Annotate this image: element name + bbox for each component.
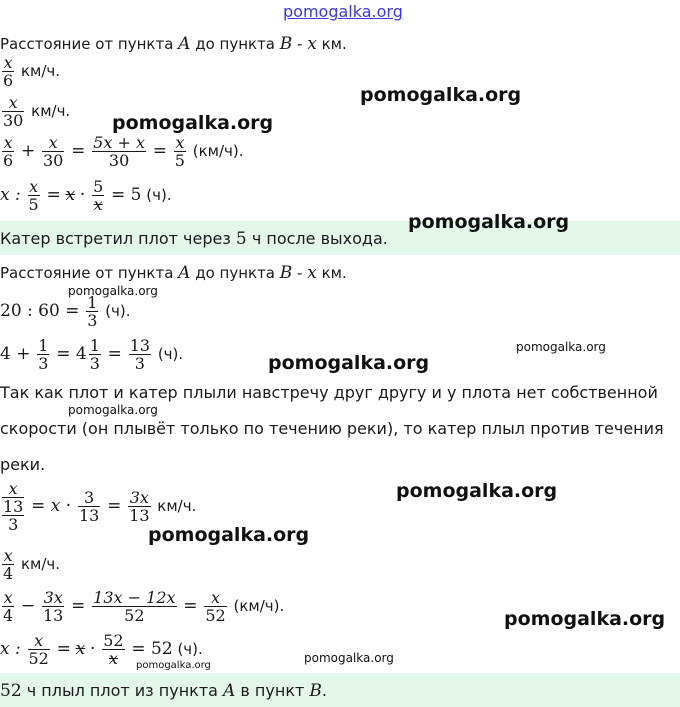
fraction: $\frac{x}{6}$ xyxy=(3,133,14,170)
operator: · xyxy=(90,639,96,659)
text: км. xyxy=(316,264,347,282)
text: - xyxy=(292,264,308,282)
total-time xyxy=(0,337,183,372)
operator: = xyxy=(183,596,198,616)
cancelled-x: x xyxy=(65,185,76,205)
text: ч плыл плот из пункта xyxy=(21,681,224,700)
var-x: x xyxy=(307,263,317,283)
fraction: $\frac{5x + x}{30}$ xyxy=(93,133,145,170)
var-b: B xyxy=(279,34,293,54)
text: Катер встретил плот через xyxy=(0,229,236,248)
expr: x : xyxy=(0,639,21,659)
var-b: B xyxy=(279,263,293,283)
paragraph-line-3: реки. xyxy=(0,455,46,474)
distance-statement-2 xyxy=(0,263,347,283)
operator: = xyxy=(46,185,61,205)
fraction: $\frac{x}{6}$ xyxy=(3,53,14,90)
operator: = xyxy=(107,344,122,364)
fraction: $\frac{1}{3}$ xyxy=(89,336,100,373)
time-conversion xyxy=(0,294,131,329)
watermark: pomogalka.org xyxy=(304,651,394,665)
number: 5 xyxy=(235,229,247,249)
fraction: $\frac{x}{30}$ xyxy=(43,133,64,170)
operator: + xyxy=(20,141,36,161)
operator: = xyxy=(71,141,86,161)
distance-statement-1 xyxy=(0,34,347,54)
expr: = 4 xyxy=(56,344,87,364)
text: - xyxy=(292,35,308,53)
unit: (ч). xyxy=(157,345,184,363)
number: 52 xyxy=(0,681,22,701)
unit: км/ч. xyxy=(20,555,61,573)
answer-2 xyxy=(0,681,327,701)
text: ч после выхода. xyxy=(246,229,388,248)
operator: · xyxy=(79,185,86,205)
expr: = x · xyxy=(31,496,72,516)
complex-fraction: x 13 3 xyxy=(3,479,24,534)
expr: x : xyxy=(0,185,21,205)
operator: = xyxy=(107,496,122,516)
paragraph-line-2: скорости (он плывёт только по течению реки), то катер плыл против течения xyxy=(0,419,664,438)
watermark: pomogalka.org xyxy=(68,284,158,298)
var-b: B xyxy=(309,681,322,701)
fraction: $\frac{x}{52}$ xyxy=(28,631,49,668)
speed-raft-1 xyxy=(0,54,60,89)
unit: км/ч. xyxy=(20,62,61,80)
unit: (ч). xyxy=(146,186,172,204)
fraction: $\frac{x}{4}$ xyxy=(3,588,14,625)
fraction: $\frac{1}{3}$ xyxy=(87,293,98,330)
watermark: pomogalka.org xyxy=(148,524,310,546)
var-x: x xyxy=(307,34,317,54)
watermark: pomogalka.org xyxy=(68,403,158,417)
operator: = xyxy=(71,596,86,616)
fraction: $\frac{3x}{13}$ xyxy=(129,488,150,525)
expr: 4 + xyxy=(0,344,31,364)
cancelled-x: x xyxy=(75,639,86,659)
fraction: $\frac{3}{13}$ xyxy=(78,488,100,525)
fraction: $\frac{x}{5}$ xyxy=(174,133,185,170)
result: = 52 xyxy=(131,639,173,659)
text: до пункта xyxy=(190,264,280,282)
text: км. xyxy=(316,35,347,53)
text: в пункт xyxy=(235,681,310,700)
watermark: pomogalka.org xyxy=(112,112,274,134)
boat-own-speed xyxy=(0,547,60,582)
unit: (ч). xyxy=(105,302,131,320)
operator: = xyxy=(152,141,168,161)
time-equation-1 xyxy=(0,178,172,213)
unit: (ч). xyxy=(177,640,203,658)
var-a: A xyxy=(223,681,236,701)
fraction: $\frac{x}{52}$ xyxy=(205,588,226,625)
unit: (км/ч). xyxy=(233,597,285,615)
fraction: $\frac{1}{3}$ xyxy=(38,336,49,373)
operator: = xyxy=(56,639,71,659)
watermark: pomogalka.org xyxy=(516,340,606,354)
fraction: $\frac{x}{4}$ xyxy=(3,546,14,583)
fraction: $\frac{3x}{13}$ xyxy=(43,588,64,625)
diff-equation xyxy=(0,589,284,624)
watermark: pomogalka.org xyxy=(360,84,522,106)
unit: км/ч. xyxy=(157,497,197,515)
fraction: $\frac{52}{x}$ xyxy=(103,631,124,668)
operator: − xyxy=(20,596,36,616)
fraction: $\frac{5}{x}$ xyxy=(93,177,104,214)
paragraph-line-1: Так как плот и катер плыли навстречу друг другу и у плота нет собственной xyxy=(0,383,658,402)
fraction: $\frac{x}{5}$ xyxy=(28,177,39,214)
unit: км/ч. xyxy=(31,102,71,120)
fraction: $\frac{x}{30}$ xyxy=(3,93,24,130)
expr: 20 : 60 = xyxy=(0,301,80,321)
text: Расстояние от пункта xyxy=(0,264,179,282)
text: Расстояние от пункта xyxy=(0,35,179,53)
watermark: pomogalka.org xyxy=(396,480,558,502)
watermark: pomogalka.org xyxy=(268,352,430,374)
result: = 5 xyxy=(111,185,142,205)
speed-boat-1 xyxy=(0,94,70,129)
text: до пункта xyxy=(190,35,280,53)
sum-equation-1 xyxy=(0,134,244,169)
watermark: pomogalka.org xyxy=(136,660,211,671)
watermark: pomogalka.org xyxy=(504,608,666,630)
text: . xyxy=(321,681,327,700)
watermark: pomogalka.org xyxy=(408,211,570,233)
site-link[interactable]: pomogalka.org xyxy=(283,2,403,21)
answer-1 xyxy=(0,229,388,249)
unit: (км/ч). xyxy=(192,142,244,160)
var-a: A xyxy=(178,34,191,54)
var-a: A xyxy=(178,263,191,283)
fraction: $\frac{13}{3}$ xyxy=(129,336,151,373)
fraction: $\frac{13x - 12x}{52}$ xyxy=(93,588,176,625)
